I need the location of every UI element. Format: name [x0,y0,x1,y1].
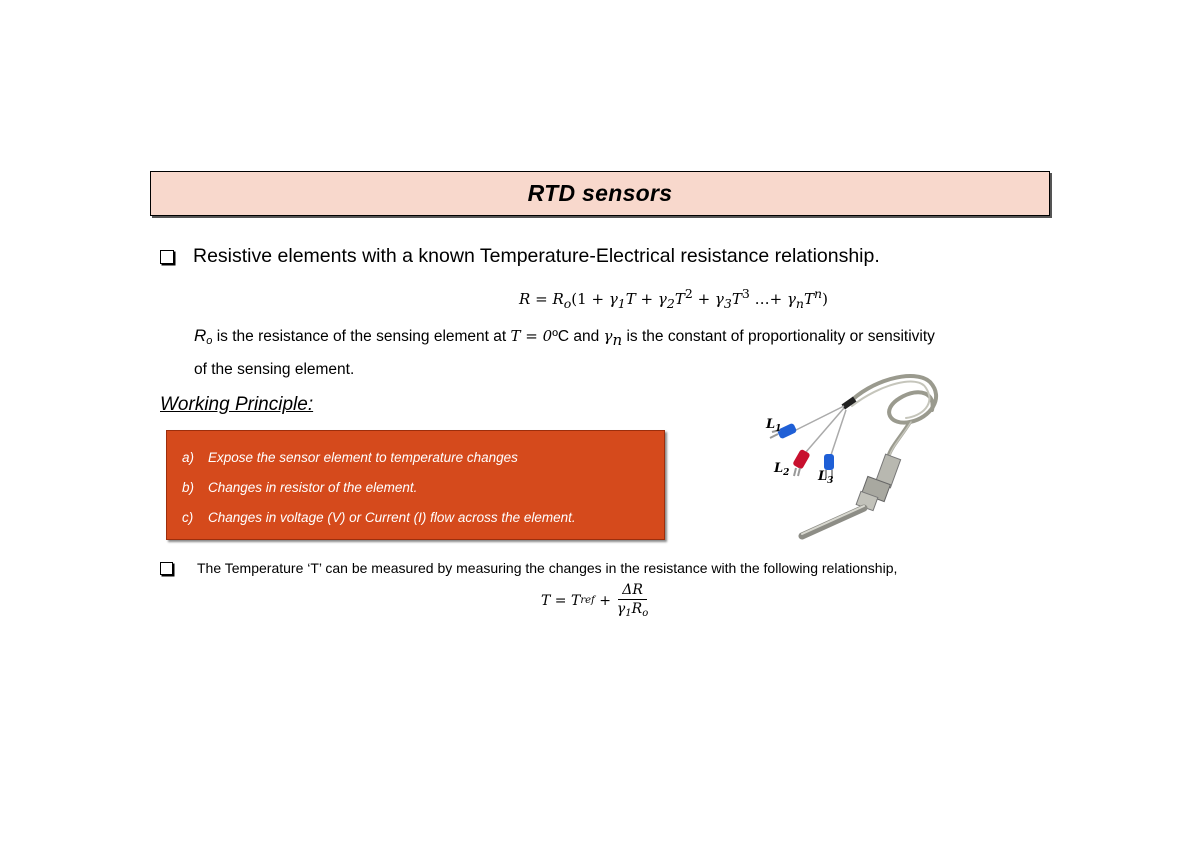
step-b [182,480,417,495]
eq1-gamma-1-sub: 1 [617,296,626,311]
rtd-sensor-image [740,360,950,550]
step-a-label: a) [182,450,195,465]
eq2-numerator: ΔR [618,582,647,600]
eq1-gamma-3-sub: 3 [723,296,732,311]
eq1-open-paren: ( [571,290,578,308]
eq1-plus-2: + [640,290,654,308]
bullet-2-text: The Temperature ‘T’ can be measured by measuring the changes in the resistance with the following relationship, [197,560,898,576]
eq1-t-1: T [625,290,636,308]
eq1-pow-n: n [814,286,823,301]
eq1-pow-3: 3 [741,286,750,301]
connector-red [792,449,811,470]
desc-r0-sub: o [206,335,213,347]
step-a-text: Expose the sensor element to temperature changes [208,450,518,465]
eq1-pow-2: 2 [684,286,693,301]
working-principle-steps [166,430,665,540]
wire-2 [806,408,844,452]
label-l2: $L_2$ [774,461,790,478]
step-c [182,510,576,525]
eq1-t-n: T [803,290,814,308]
wire-1 [792,406,844,432]
eq2-lhs: T [541,592,551,609]
desc-t-eq: T = 0 [510,327,553,345]
page-title: RTD sensors [527,180,673,206]
label-l1: $L_1$ [766,417,782,434]
eq1-t-2: T [674,290,685,308]
desc-part-3: is the constant of proportionality or sensitivity [622,328,935,345]
eq2-den-gamma-sub: 1 [625,608,632,619]
desc-r0-symbol: R [194,326,207,345]
eq2-fraction [617,582,648,619]
eq2-den-r: R [631,601,643,617]
resistance-equation [519,286,828,311]
eq2-denominator [617,600,648,619]
title-box [150,171,1050,216]
desc-degc: ºC [552,328,570,345]
probe-body [802,454,901,536]
step-c-text: Changes in voltage (V) or Current (I) flow across the element. [208,510,576,525]
step-c-label: c) [182,510,194,525]
eq1-gamma-3: γ [714,290,724,308]
label-l3: $L_3$ [818,469,834,486]
eq2-den-r-sub: o [642,608,649,619]
eq1-equals: = [535,290,548,308]
eq2-den-gamma: γ [616,601,626,617]
bullet-1-text: Resistive elements with a known Temperature-Electrical resistance relationship. [193,245,880,267]
eq1-t-3: T [731,290,742,308]
eq2-tref: T [570,592,581,609]
desc-part-2: and [569,328,604,345]
eq1-close-paren: ) [822,290,828,308]
eq1-plus-3: + [697,290,711,308]
eq2-plus: + [599,592,611,609]
eq1-plus-1: + [591,290,605,308]
step-b-text: Changes in resistor of the element. [208,480,418,495]
eq1-gamma-2-sub: 2 [666,296,675,311]
eq2-tref-sub: ref [580,595,595,606]
eq1-one: 1 [577,290,587,308]
eq1-gamma-2: γ [657,290,667,308]
desc-gamma-n: γ [603,327,613,345]
braided-cable [848,376,936,458]
desc-part-1: is the resistance of the sensing element at [212,328,511,345]
eq1-gamma-n: γ [786,290,796,308]
eq1-r0-sub: o [563,296,572,311]
step-b-label: b) [182,480,195,495]
step-a [182,450,518,465]
description-line-2: of the sensing element. [194,361,355,378]
wire-3 [830,410,846,458]
eq1-gamma-n-sub: n [795,296,804,311]
eq1-r0: R [552,290,564,308]
working-principle-heading: Working Principle: [160,394,314,415]
bullet-1 [160,245,880,268]
fork-2 [794,468,800,476]
checkbox-bullet-icon [160,562,173,575]
connector-blue-2 [824,454,834,470]
temperature-equation [541,582,648,619]
cable-sleeve [842,397,857,410]
description-line-1 [194,326,935,349]
eq1-ellipsis: …+ [754,290,783,308]
bullet-2 [160,560,897,576]
eq1-gamma-1: γ [608,290,618,308]
checkbox-bullet-icon [160,250,174,264]
eq1-lhs: R [519,290,531,308]
eq2-equals: = [554,592,567,609]
desc-gamma-n-sub: n [612,331,623,350]
